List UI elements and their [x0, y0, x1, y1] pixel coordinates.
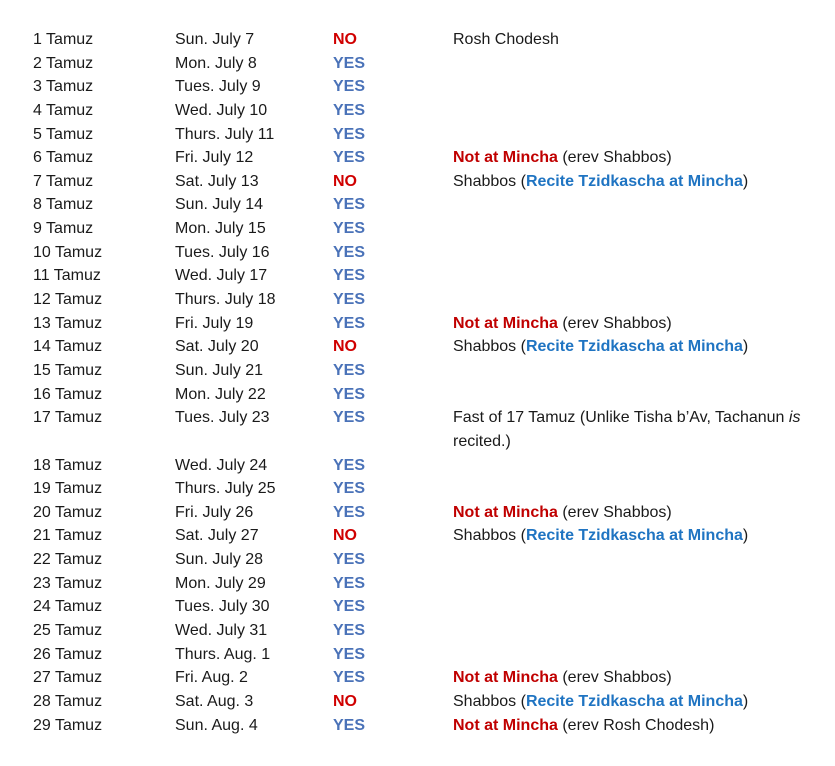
- civil-date: Thurs. Aug. 1: [175, 645, 271, 663]
- day-note: [453, 28, 805, 52]
- tachanun-status: YES: [333, 78, 366, 96]
- tachanun-status: YES: [333, 409, 366, 427]
- hebrew-date: 3 Tamuz: [33, 78, 94, 96]
- table-row: [0, 359, 835, 383]
- day-note: [453, 501, 805, 525]
- hebrew-date: 18 Tamuz: [33, 456, 103, 474]
- hebrew-date: 1 Tamuz: [33, 31, 94, 48]
- tachanun-schedule-table: [0, 28, 835, 737]
- note-text: Shabbos (: [453, 338, 526, 356]
- table-row: [0, 595, 835, 619]
- note-text: Shabbos (: [453, 172, 526, 190]
- tachanun-status: YES: [333, 622, 366, 640]
- table-row: [0, 524, 835, 548]
- table-row: [0, 123, 835, 147]
- hebrew-date: 21 Tamuz: [33, 527, 103, 545]
- tachanun-status: YES: [333, 361, 366, 379]
- civil-date: Sun. July 28: [175, 551, 264, 569]
- day-note: [453, 524, 805, 548]
- tachanun-status: YES: [333, 54, 366, 72]
- tachanun-status: NO: [333, 172, 357, 190]
- tachanun-status: NO: [333, 692, 357, 710]
- hebrew-date: 22 Tamuz: [33, 551, 103, 569]
- civil-date: Tues. July 9: [175, 78, 261, 96]
- civil-date: Sat. July 20: [175, 338, 259, 356]
- hebrew-date: 28 Tamuz: [33, 692, 103, 710]
- note-text: (erev Shabbos): [557, 503, 672, 521]
- table-row: [0, 335, 835, 359]
- hebrew-date: 11 Tamuz: [33, 267, 101, 285]
- table-row: [0, 288, 835, 312]
- tzidkascha-instruction: Recite Tzidkascha at Mincha: [525, 338, 743, 356]
- table-row: [0, 666, 835, 690]
- note-text: (erev Shabbos): [557, 314, 672, 332]
- tachanun-status: YES: [333, 551, 366, 569]
- table-row: [0, 264, 835, 288]
- table-row: [0, 406, 835, 453]
- civil-date: Thurs. July 11: [175, 125, 275, 143]
- tachanun-status: YES: [333, 196, 366, 214]
- hebrew-date: 27 Tamuz: [33, 669, 103, 687]
- tachanun-status: NO: [333, 527, 357, 545]
- hebrew-date: 13 Tamuz: [33, 314, 103, 332]
- tachanun-status: YES: [333, 267, 366, 285]
- tzidkascha-instruction: Recite Tzidkascha at Mincha: [525, 172, 743, 190]
- table-row: [0, 170, 835, 194]
- note-text: ): [742, 338, 749, 356]
- tachanun-status: YES: [333, 243, 366, 261]
- note-text: Rosh Chodesh: [453, 31, 559, 48]
- table-row: [0, 690, 835, 714]
- day-note: [453, 714, 805, 738]
- day-note: [453, 666, 805, 690]
- table-row: [0, 99, 835, 123]
- day-note: [453, 335, 805, 359]
- table-row: [0, 241, 835, 265]
- hebrew-date: 17 Tamuz: [33, 409, 103, 427]
- table-row: [0, 193, 835, 217]
- tachanun-status: YES: [333, 574, 366, 592]
- table-row: [0, 383, 835, 407]
- note-text: Shabbos (: [453, 527, 526, 545]
- table-row: [0, 52, 835, 76]
- hebrew-date: 6 Tamuz: [33, 149, 94, 167]
- hebrew-date: 16 Tamuz: [33, 385, 103, 403]
- table-row: [0, 477, 835, 501]
- tzidkascha-instruction: Recite Tzidkascha at Mincha: [525, 527, 743, 545]
- civil-date: Thurs. July 25: [175, 480, 276, 498]
- table-row: [0, 619, 835, 643]
- civil-date: Sun. July 7: [175, 31, 255, 48]
- tachanun-status: YES: [333, 716, 366, 734]
- tachanun-status: YES: [333, 149, 366, 167]
- civil-date: Mon. July 8: [175, 54, 257, 72]
- note-text: recited.): [453, 432, 511, 450]
- civil-date: Sun. July 21: [175, 361, 264, 379]
- table-row: [0, 217, 835, 241]
- mincha-warning: Not at Mincha: [453, 503, 558, 521]
- hebrew-date: 24 Tamuz: [33, 598, 103, 616]
- hebrew-date: 5 Tamuz: [33, 125, 94, 143]
- mincha-warning: Not at Mincha: [453, 149, 558, 167]
- hebrew-date: 4 Tamuz: [33, 101, 94, 119]
- table-row: [0, 312, 835, 336]
- civil-date: Wed. July 31: [175, 622, 268, 640]
- note-text: Fast of 17 Tamuz (Unlike Tisha b’Av, Tachanun: [453, 409, 789, 427]
- hebrew-date: 23 Tamuz: [33, 574, 103, 592]
- hebrew-date: 20 Tamuz: [33, 503, 103, 521]
- tachanun-status: YES: [333, 385, 366, 403]
- hebrew-date: 7 Tamuz: [33, 172, 94, 190]
- civil-date: Tues. July 23: [175, 409, 270, 427]
- civil-date: Fri. July 26: [175, 503, 254, 521]
- day-note: [453, 146, 805, 170]
- mincha-warning: Not at Mincha: [453, 314, 558, 332]
- hebrew-date: 19 Tamuz: [33, 480, 103, 498]
- day-note: [453, 690, 805, 714]
- civil-date: Mon. July 22: [175, 385, 266, 403]
- civil-date: Fri. July 12: [175, 149, 254, 167]
- table-row: [0, 454, 835, 478]
- table-row: [0, 572, 835, 596]
- mincha-warning: Not at Mincha: [453, 669, 558, 687]
- hebrew-date: 8 Tamuz: [33, 196, 94, 214]
- note-text: ): [742, 172, 749, 190]
- tachanun-status: YES: [333, 669, 366, 687]
- table-row: [0, 643, 835, 667]
- hebrew-date: 14 Tamuz: [33, 338, 103, 356]
- note-text: Shabbos (: [453, 692, 526, 710]
- table-row: [0, 146, 835, 170]
- civil-date: Wed. July 24: [175, 456, 268, 474]
- tachanun-status: YES: [333, 125, 366, 143]
- note-text: (erev Shabbos): [557, 149, 672, 167]
- civil-date: Mon. July 15: [175, 220, 266, 238]
- hebrew-date: 10 Tamuz: [33, 243, 103, 261]
- note-emphasis: is: [788, 409, 801, 427]
- hebrew-date: 2 Tamuz: [33, 54, 94, 72]
- table-row: [0, 714, 835, 738]
- hebrew-date: 25 Tamuz: [33, 622, 103, 640]
- table-row: [0, 75, 835, 99]
- hebrew-date: 29 Tamuz: [33, 716, 103, 734]
- civil-date: Wed. July 17: [175, 267, 268, 285]
- civil-date: Sat. Aug. 3: [175, 692, 254, 710]
- table-row: [0, 548, 835, 572]
- tachanun-status: NO: [333, 31, 357, 48]
- civil-date: Tues. July 30: [175, 598, 270, 616]
- table-row: [0, 28, 835, 52]
- note-text: ): [742, 527, 749, 545]
- day-note: [453, 406, 805, 453]
- hebrew-date: 9 Tamuz: [33, 220, 94, 238]
- note-text: (erev Shabbos): [557, 669, 672, 687]
- note-text: (erev Rosh Chodesh): [557, 716, 715, 734]
- tachanun-status: YES: [333, 598, 366, 616]
- civil-date: Fri. July 19: [175, 314, 254, 332]
- tzidkascha-instruction: Recite Tzidkascha at Mincha: [525, 692, 743, 710]
- civil-date: Fri. Aug. 2: [175, 669, 248, 687]
- hebrew-date: 15 Tamuz: [33, 361, 103, 379]
- civil-date: Sat. July 13: [175, 172, 259, 190]
- hebrew-date: 26 Tamuz: [33, 645, 103, 663]
- tachanun-status: YES: [333, 480, 366, 498]
- tachanun-status: YES: [333, 291, 366, 309]
- civil-date: Thurs. July 18: [175, 291, 276, 309]
- day-note: [453, 312, 805, 336]
- tachanun-status: YES: [333, 314, 366, 332]
- civil-date: Mon. July 29: [175, 574, 266, 592]
- civil-date: Sun. July 14: [175, 196, 264, 214]
- day-note: [453, 170, 805, 194]
- note-text: ): [742, 692, 749, 710]
- tachanun-status: YES: [333, 220, 366, 238]
- mincha-warning: Not at Mincha: [453, 716, 558, 734]
- tachanun-status: YES: [333, 101, 366, 119]
- civil-date: Sat. July 27: [175, 527, 259, 545]
- tachanun-status: NO: [333, 338, 357, 356]
- tachanun-status: YES: [333, 503, 366, 521]
- table-row: [0, 501, 835, 525]
- civil-date: Sun. Aug. 4: [175, 716, 258, 734]
- civil-date: Wed. July 10: [175, 101, 268, 119]
- tachanun-status: YES: [333, 645, 366, 663]
- tachanun-status: YES: [333, 456, 366, 474]
- civil-date: Tues. July 16: [175, 243, 270, 261]
- hebrew-date: 12 Tamuz: [33, 291, 103, 309]
